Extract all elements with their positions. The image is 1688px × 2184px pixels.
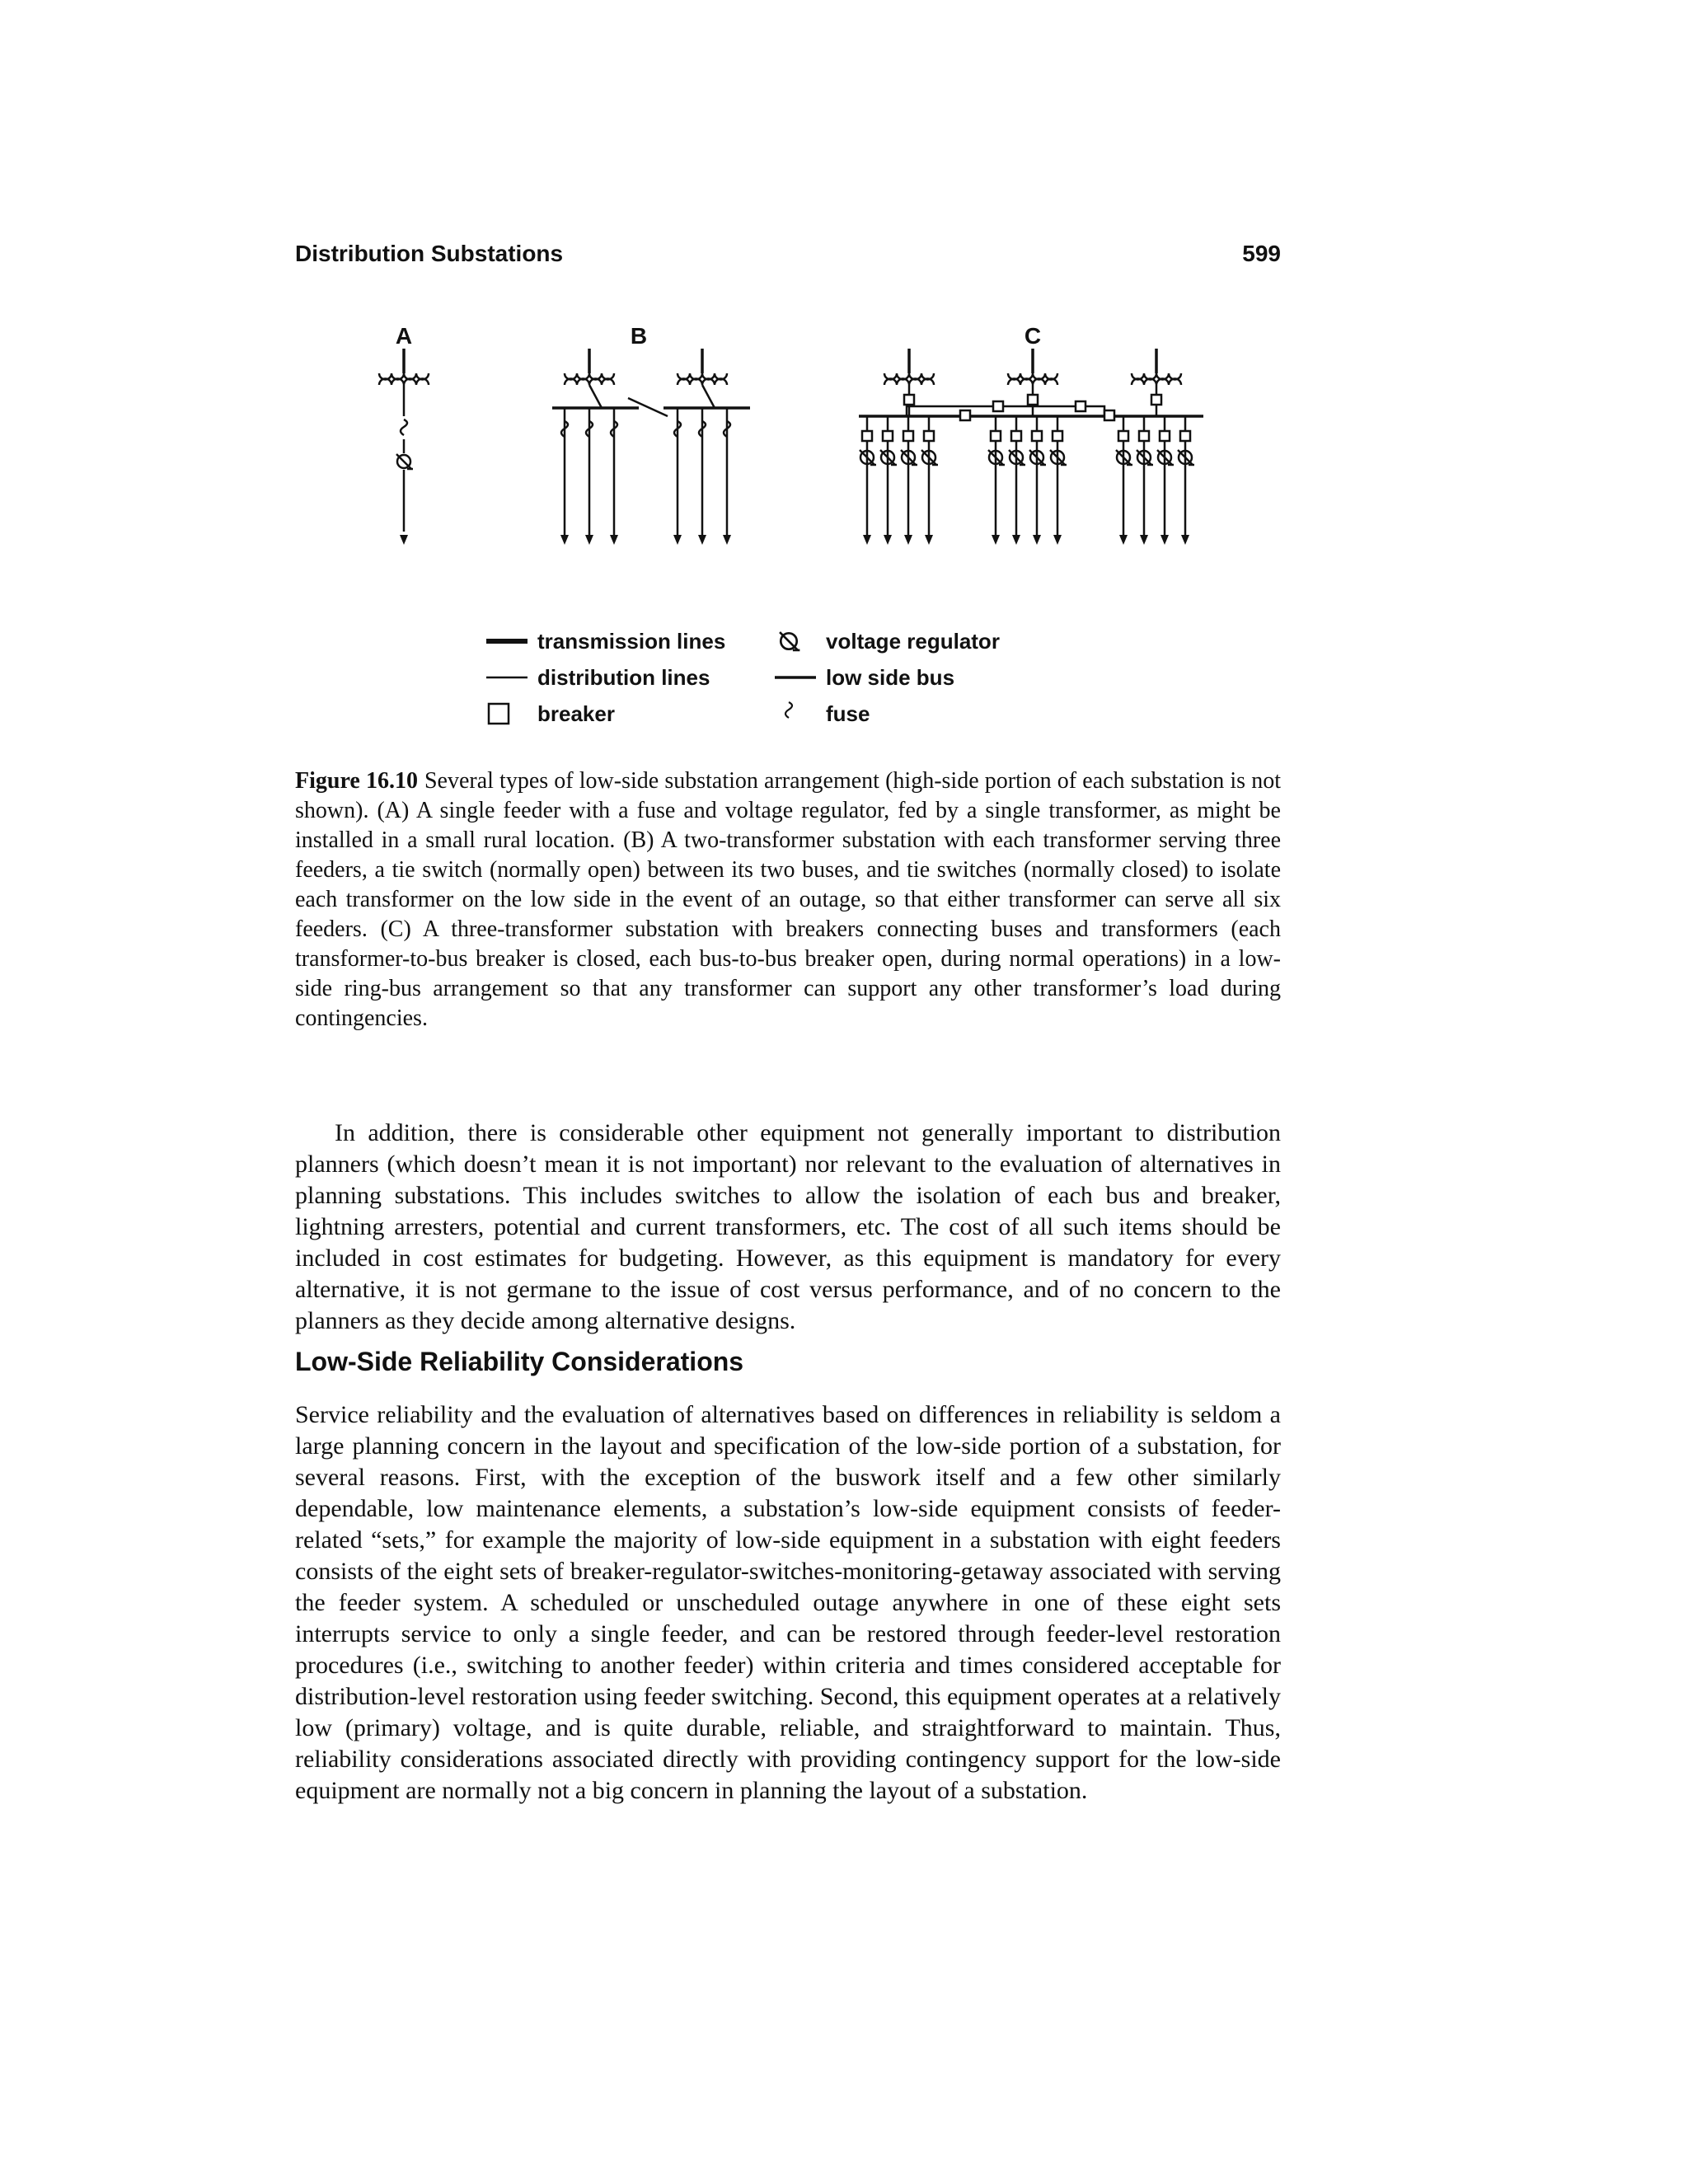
legend-distribution-lines bbox=[486, 661, 710, 694]
panel-c bbox=[859, 349, 1203, 545]
breaker-icon bbox=[486, 697, 537, 730]
legend-label: low side bus bbox=[826, 664, 955, 690]
body-paragraph-1: In addition, there is considerable other equipment not generally important to distribution planners (which doesn’t mean it is not important) nor relevant to the evaluation of alternatives in planning substations. This includes switches to allow the isolation of each bus and breaker, lightning arresters, potential and current transformers, etc. The cost of all such items should be included in cost estimates for budgeting. However, as this equipment is mandatory for every alternative, it is not germane to the issue of cost versus performance, and of no concern to the planners as they decide among alternative designs. bbox=[295, 1119, 1281, 1334]
figure-caption bbox=[295, 766, 1281, 1033]
legend-fuse bbox=[775, 697, 870, 730]
section-heading: Low-Side Reliability Considerations bbox=[295, 1347, 744, 1376]
legend-label: distribution lines bbox=[537, 664, 710, 690]
panel-label-a: A bbox=[395, 326, 413, 349]
legend-transmission-lines bbox=[486, 625, 725, 658]
low-side-bus-icon bbox=[775, 661, 826, 694]
panel-label-b: B bbox=[630, 326, 648, 349]
running-head-title: Distribution Substations bbox=[295, 241, 564, 266]
distribution-line-icon bbox=[486, 661, 537, 694]
panel-a bbox=[379, 349, 429, 545]
substation-diagram bbox=[330, 326, 1236, 573]
voltage-regulator-icon bbox=[775, 625, 826, 658]
panel-b bbox=[552, 349, 750, 545]
legend-label: transmission lines bbox=[537, 628, 726, 654]
legend-label: voltage regulator bbox=[826, 628, 1000, 654]
figure-label: Figure 16.10 bbox=[295, 768, 418, 794]
fuse-icon bbox=[775, 697, 826, 730]
body-paragraph-2: Service reliability and the evaluation of alternatives based on differences in reliability is seldom a large planning concern in the layout and specification of the low-side portion of a substation, for several reasons. First, with the exception of the buswork itself and a few other similarly dependable, low maintenance elements, a substation’s low-side equipment consists of feeder-related “sets,” for example the majority of low-side equipment in a substation with eight feeders consists of the eight sets of breaker-regulator-switches-monitoring-getaway associated with serving the feeder system. A scheduled or unscheduled outage anywhere in one of these eight sets interrupts service to only a single feeder, and can be restored through feeder-level restoration procedures (i.e., switching to another feeder) within criteria and times considered acceptable for distribution-level restoration using feeder switching. Second, this equipment operates at a relatively low (primary) voltage, and is quite durable, reliable, and straightforward to maintain. Thus, reliability considerations associated directly with providing contingency support for the low-side equipment are normally not a big concern in planning the layout of a substation. bbox=[295, 1401, 1281, 1804]
running-head bbox=[295, 241, 1281, 274]
legend-label: fuse bbox=[826, 701, 870, 726]
page-number: 599 bbox=[1242, 241, 1281, 266]
transmission-line-icon bbox=[486, 625, 537, 658]
panel-label-c: C bbox=[1024, 326, 1042, 349]
figure-legend bbox=[486, 625, 1080, 740]
legend-label: breaker bbox=[537, 701, 615, 726]
legend-voltage-regulator bbox=[775, 625, 1000, 658]
figure-caption-text: Several types of low-side substation arrangement (high-side portion of each substation is not shown). (A) A single feeder with a fuse and voltage regulator, fed by a single transformer, as might be installed in a small rural location. (B) A two-transformer substation with each transformer serving three feeders, a tie switch (normally open) between its two buses, and tie switches (normally closed) to isolate each transformer on the low side in the event of an outage, so that either transformer can serve all six feeders. (C) A three-transformer substation with breakers connecting buses and transformers (each transformer-to-bus breaker is closed, each bus-to-bus breaker open, during normal operations) in a low-side ring-bus arrangement so that any transformer can support any other transformer’s load during contingencies. bbox=[295, 768, 1281, 1031]
legend-breaker bbox=[486, 697, 615, 730]
legend-low-side-bus bbox=[775, 661, 954, 694]
